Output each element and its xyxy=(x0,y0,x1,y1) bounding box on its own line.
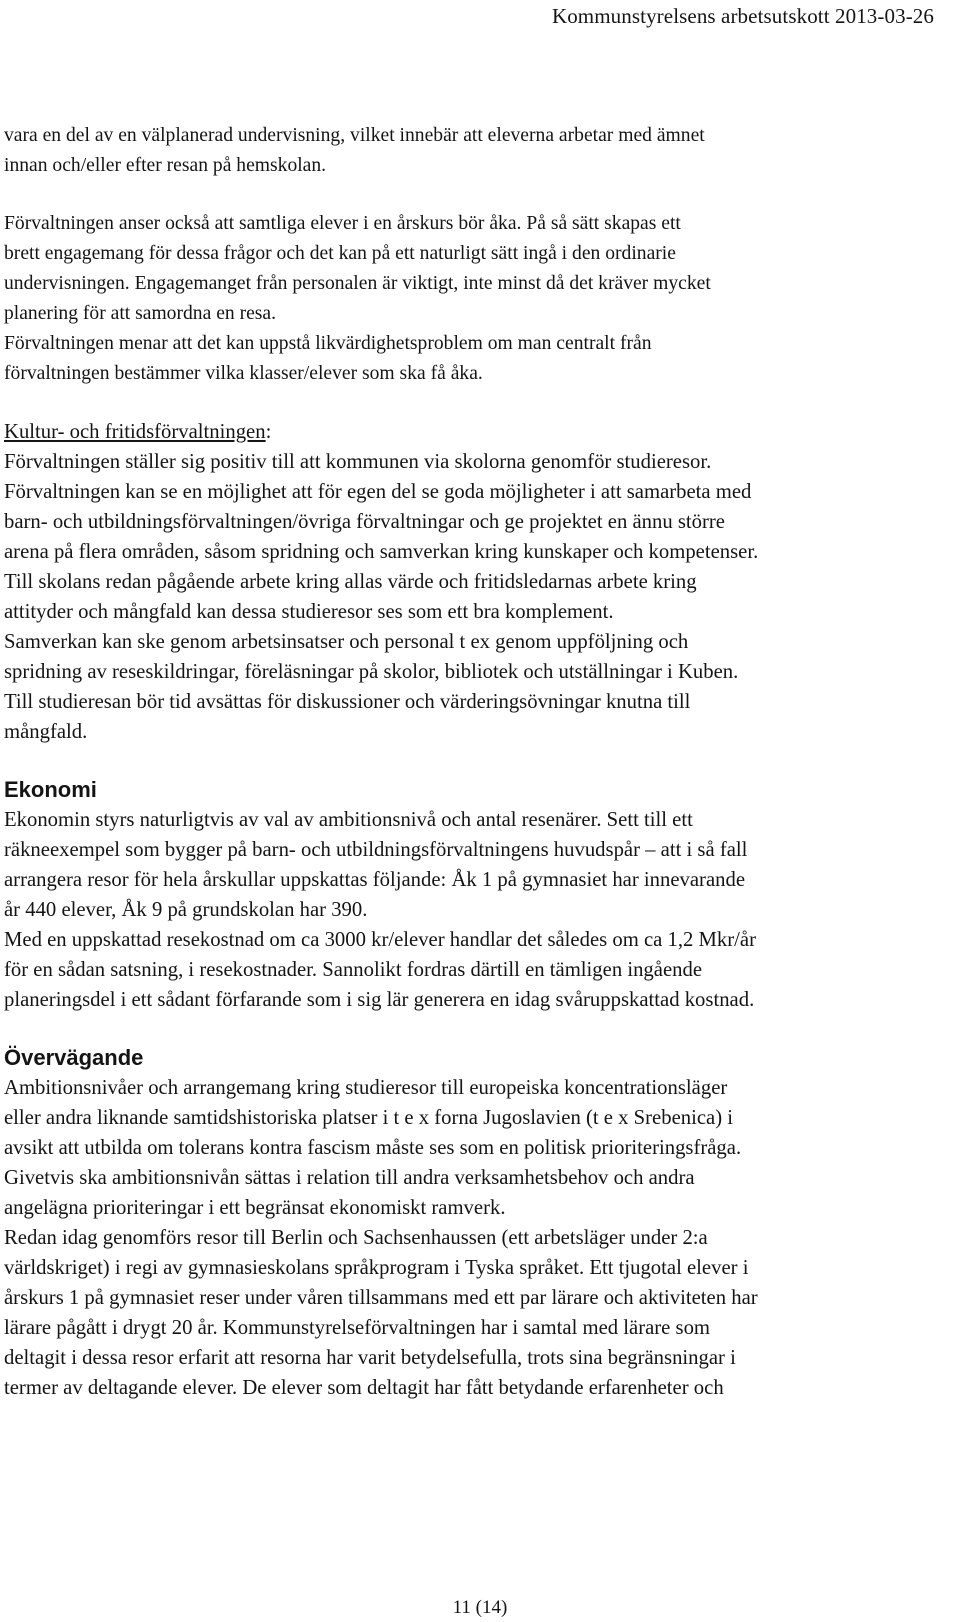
text-line: Ekonomin styrs naturligtvis av val av ambitionsnivå och antal resenärer. Sett till ett xyxy=(4,809,693,831)
text-line: mångfald. xyxy=(4,721,88,743)
document-header: Kommunstyrelsens arbetsutskott 2013-03-26 xyxy=(551,4,934,28)
document-body xyxy=(4,121,934,1403)
text-line: planeringsdel i ett sådant förfarande som i sig lär generera en idag svåruppskattad kostnad. xyxy=(4,989,755,1011)
text-line: spridning av reseskildringar, föreläsningar på skolor, bibliotek och utställningar i Kuben. xyxy=(4,661,739,683)
text-line: Till studieresan bör tid avsättas för diskussioner och värderingsövningar knutna till xyxy=(4,691,691,713)
text-line: undervisningen. Engagemanget från personalen är viktigt, inte minst då det kräver mycket xyxy=(4,273,711,294)
text-line: Förvaltningen anser också att samtliga elever i en årskurs bör åka. På så sätt skapas ett xyxy=(4,213,681,234)
text-line: innan och/eller efter resan på hemskolan. xyxy=(4,155,327,176)
text-line: attityder och mångfald kan dessa studieresor ses som ett bra komplement. xyxy=(4,601,614,623)
text-line: planering för att samordna en resa. xyxy=(4,303,277,324)
text-line: Ambitionsnivåer och arrangemang kring studieresor till europeiska koncentrationsläger xyxy=(4,1077,728,1099)
text-line: Förvaltningen menar att det kan uppstå likvärdighetsproblem om man centralt från xyxy=(4,333,652,354)
text-line: Redan idag genomförs resor till Berlin och Sachsenhaussen (ett arbetsläger under 2:a xyxy=(4,1227,708,1249)
text-line: deltagit i dessa resor erfarit att resorna har varit betydelsefulla, trots sina begränsningar i xyxy=(4,1347,736,1369)
overvagande-heading: Övervägande xyxy=(4,1045,144,1070)
forvaltning-paragraph xyxy=(4,209,934,389)
text-line: vara en del av en välplanerad undervisning, vilket innebär att eleverna arbetar med ämnet xyxy=(4,125,705,146)
text-line: Till skolans redan pågående arbete kring allas värde och fritidsledarnas arbete kring xyxy=(4,571,697,593)
ekonomi-paragraph xyxy=(4,805,934,1015)
text-line: världskriget) i regi av gymnasieskolans språkprogram i Tyska språket. Ett tjugotal elever i xyxy=(4,1257,749,1279)
kultur-heading-line xyxy=(4,417,934,447)
page-number: 11 (14) xyxy=(452,1597,508,1618)
text-line: Förvaltningen kan se en möjlighet att för egen del se goda möjligheter i att samarbeta med xyxy=(4,481,752,503)
text-line: Med en uppskattad resekostnad om ca 3000 kr/elever handlar det således om ca 1,2 Mkr/år xyxy=(4,929,756,951)
text-line: Givetvis ska ambitionsnivån sättas i relation till andra verksamhetsbehov och andra xyxy=(4,1167,695,1189)
text-line: för en sådan satsning, i resekostnader. Sannolikt fordras därtill en tämligen ingående xyxy=(4,959,703,981)
kultur-section xyxy=(4,417,934,747)
overvagande-paragraph xyxy=(4,1073,934,1403)
text-line: barn- och utbildningsförvaltningen/övriga förvaltningar och ge projektet en ännu större xyxy=(4,511,725,533)
text-line: årskurs 1 på gymnasiet reser under våren tillsammans med ett par lärare och aktiviteten har xyxy=(4,1287,758,1309)
text-line: arena på flera områden, såsom spridning och samverkan kring kunskaper och kompetenser. xyxy=(4,541,759,563)
text-line: avsikt att utbilda om tolerans kontra fascism måste ses som en politisk prioriteringsfråga. xyxy=(4,1137,742,1159)
text-line: räkneexempel som bygger på barn- och utbildningsförvaltningens huvudspår – att i så fall xyxy=(4,839,748,861)
text-line: brett engagemang för dessa frågor och det kan på ett naturligt sätt ingå i den ordinarie xyxy=(4,243,676,264)
text-line: förvaltningen bestämmer vilka klasser/elever som ska få åka. xyxy=(4,363,483,384)
kultur-heading-colon: : xyxy=(265,421,272,443)
text-line: angelägna prioriteringar i ett begränsat ekonomiskt ramverk. xyxy=(4,1197,506,1219)
text-line: lärare pågått i drygt 20 år. Kommunstyrelseförvaltningen har i samtal med lärare som xyxy=(4,1317,711,1339)
text-line: år 440 elever, Åk 9 på grundskolan har 390. xyxy=(4,899,368,921)
text-line: eller andra liknande samtidshistoriska platser i t e x forna Jugoslavien (t e x Srebenica) i xyxy=(4,1107,734,1129)
kultur-heading: Kultur- och fritidsförvaltningen xyxy=(4,421,266,443)
text-line: Förvaltningen ställer sig positiv till att kommunen via skolorna genomför studieresor. xyxy=(4,451,712,473)
ekonomi-heading: Ekonomi xyxy=(4,777,97,802)
text-line: termer av deltagande elever. De elever som deltagit har fått betydande erfarenheter och xyxy=(4,1377,724,1399)
intro-paragraph xyxy=(4,121,934,181)
text-line: arrangera resor för hela årskullar uppskattas följande: Åk 1 på gymnasiet har innevarande xyxy=(4,869,746,891)
text-line: Samverkan kan ske genom arbetsinsatser och personal t ex genom uppföljning och xyxy=(4,631,689,653)
